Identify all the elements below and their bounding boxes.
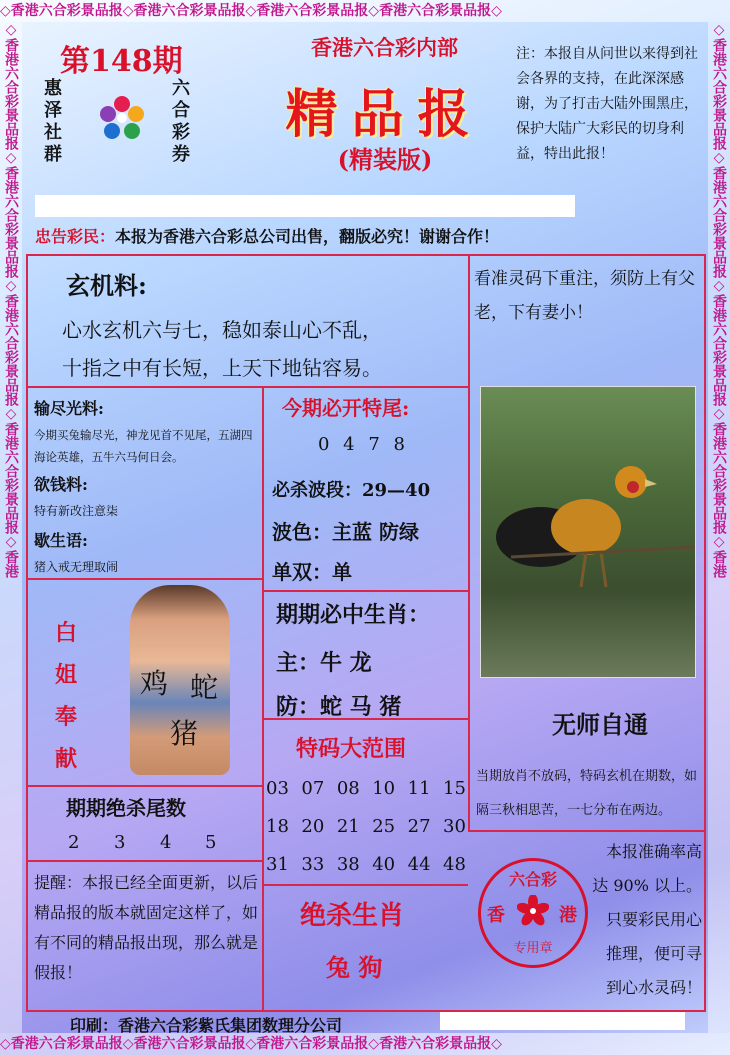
- footer-print: 印刷：香港六合彩紫氏集团数理分公司: [70, 1016, 343, 1035]
- seal-top-text: 六合彩: [508, 870, 557, 889]
- right-border-ribbon: ◇香港六合彩景品报◇香港六合彩景品报◇香港六合彩景品报◇香港六合彩景品报◇香港: [708, 22, 730, 1033]
- jungle-fowl-photo: [480, 386, 696, 678]
- badge-left-text: 惠 泽 社 群: [44, 78, 62, 165]
- kill-zodiac-title: 绝杀生肖: [300, 901, 405, 931]
- odd-even-row: [272, 556, 352, 585]
- official-seal: [478, 858, 588, 968]
- xuanji-title: 玄机料:: [66, 271, 147, 300]
- rooster-icon: [481, 387, 695, 677]
- reminder-text: 提醒：本报已经全面更新，以后精品报的版本就固定这样了，如有不同的精品报出现，那么就是假报！: [34, 873, 259, 982]
- zodiac-main-label: 主：: [276, 650, 321, 676]
- badge-right-text: 六 合 彩 券: [172, 78, 190, 165]
- zodiac-title: 期期必中生肖：: [276, 602, 431, 628]
- blank-banner: [35, 195, 575, 217]
- issue-number: 第148期: [60, 44, 183, 79]
- kill-wave: 必杀波段：29—40: [272, 480, 431, 501]
- top-border-ribbon: ◇香港六合彩景品报◇香港六合彩景品报◇香港六合彩景品报◇香港六合彩景品报◇: [0, 0, 730, 22]
- odd-even-label: 单双：: [272, 560, 332, 584]
- left-border-ribbon: ◇香港六合彩景品报◇香港六合彩景品报◇香港六合彩景品报◇香港六合彩景品报◇香港: [0, 22, 22, 1033]
- accuracy-text: 本报准确率高 达 90% 以上。 只要彩民用心 推理，便可寻 到心水灵码！: [592, 842, 702, 997]
- range-row-2: 18 20 21 25 27 30: [266, 816, 466, 837]
- kill-zodiac-value: 兔 狗: [326, 953, 383, 982]
- zodiac-guard-row: [276, 690, 401, 721]
- wushi-title: 无师自通: [552, 710, 648, 739]
- bottom-border-ribbon: ◇香港六合彩景品报◇香港六合彩景品报◇香港六合彩景品报◇香港六合彩景品报◇: [0, 1033, 730, 1055]
- wushi-text: 当期放肖不放码，特码玄机在期数，如隔三秋相思苦，一七分布在两边。: [476, 769, 698, 818]
- bauhinia-icon: [517, 895, 549, 927]
- xuanji-line-1: 心水玄机六与七，稳如泰山心不乱，: [62, 318, 382, 342]
- seal-bottom-text: 专用章: [513, 941, 553, 956]
- tail-kill-3: 4: [160, 832, 172, 853]
- tail-numbers: 0 4 7 8: [318, 434, 409, 455]
- girl-side-text: 白 姐 奉 献: [55, 620, 78, 772]
- range-title: 特码大范围: [296, 736, 407, 762]
- zodiac-main-value: 牛 龙: [320, 650, 372, 676]
- tail-title: 今期必开特尾:: [282, 396, 410, 420]
- tail-kill-4: 5: [205, 832, 217, 853]
- subtitle: 香港六合彩内部: [311, 35, 458, 60]
- odd-even-value: 单: [332, 560, 352, 584]
- range-grid: [266, 778, 466, 892]
- zodiac-label-she: 蛇: [190, 671, 219, 704]
- lottery-logo-icon: [96, 92, 148, 144]
- seal-right-text: 港: [559, 905, 577, 926]
- zodiac-main-row: [276, 646, 372, 677]
- shu-text: 今期买兔输尽光，神龙见首不见尾，五湖四海论英雄，五牛六马何日会。: [34, 428, 253, 464]
- zodiac-guard-label: 防：: [276, 694, 321, 720]
- zodiac-label-zhu: 猪: [170, 717, 199, 750]
- xie-text: 猪入戒无理取闹: [34, 560, 119, 574]
- xie-title: 歇生语:: [34, 531, 88, 550]
- warning-bar: [35, 224, 499, 247]
- tail-kill-1: 2: [68, 832, 80, 853]
- yu-text: 特有新改注意柒: [34, 504, 119, 518]
- color-row: [272, 516, 419, 545]
- yu-title: 欲钱料:: [34, 475, 88, 494]
- edition-label: (精装版): [337, 145, 433, 174]
- right-top-text: 看准灵码下重注，须防上有父老，下有妻小！: [474, 269, 695, 323]
- zodiac-guard-value: 蛇 马 猪: [320, 694, 402, 720]
- color-label: 波色：: [272, 520, 332, 544]
- shu-title: 输尽光料:: [34, 399, 104, 418]
- page-title: 精品报: [285, 84, 484, 145]
- xuanji-line-2: 十指之中有长短，上天下地钻容易。: [62, 356, 382, 380]
- color-value: 主蓝 防绿: [332, 520, 419, 544]
- warning-text: 本报为香港六合彩总公司出售，翻版必究！谢谢合作！: [115, 227, 500, 246]
- publisher-note: 注：本报自从问世以来得到社会各界的支持，在此深深感谢，为了打击大陆外围黑庄，保护大陆广大彩民的切身利益，特出此报！: [516, 46, 698, 162]
- tail-kill-title: 期期绝杀尾数: [66, 796, 186, 820]
- warning-label: 忠告彩民：: [35, 227, 116, 246]
- range-row-1: 03 07 08 10 11 15: [266, 778, 466, 799]
- zodiac-label-ji: 鸡: [140, 667, 169, 700]
- seal-left-text: 香: [487, 905, 505, 926]
- footer-blank-box: [440, 1012, 685, 1030]
- range-row-3: 31 33 38 40 44 48: [266, 854, 466, 875]
- tail-kill-2: 3: [114, 832, 126, 853]
